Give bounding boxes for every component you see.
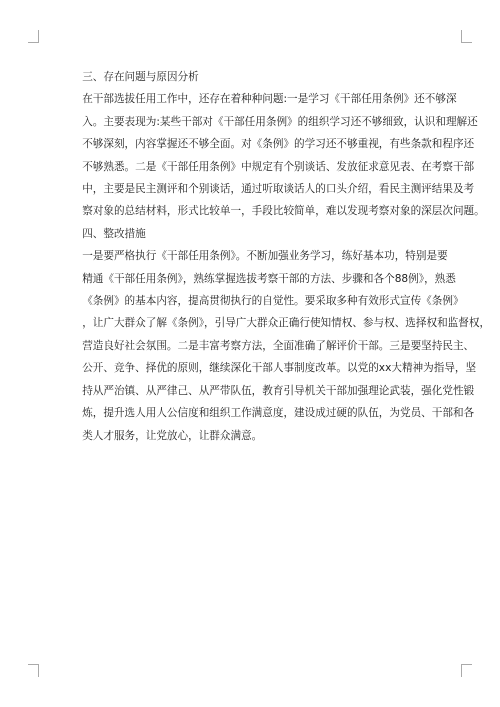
paragraph-line: 在干部选拔任用工作中，还存在着种种问题:一是学习《干部任用条例》还不够深 [82,93,457,106]
paragraph-line: 察对象的总结材料，形式比较单一，手段比较简单，难以发现考察对象的深层次问题。 [82,205,485,218]
page-corner-mark-top-right [461,30,472,43]
page-corner-mark-top-left [28,30,39,43]
paragraph-line: 一是要严格执行《干部任用条例》。不断加强业务学习，练好基本功，特别是要 [82,250,448,263]
paragraph-problems [61,88,485,222]
page-corner-mark-bottom-right [461,664,472,677]
paragraph-line: 公开、竞争、择优的原则，继续深化干部人事制度改革。以党的xx大精神为指导，坚 [82,362,477,375]
paragraph-line: 营造良好社会氛围。二是丰富考察方法，全面准确了解评价干部。三是要坚持民主、 [82,339,475,352]
paragraph-line: 类人才服务，让党放心，让群众满意。 [82,429,263,442]
paragraph-line: 《条例》的基本内容，提高贯彻执行的自觉性。要采取多种有效形式宣传《条例》 [82,295,464,308]
paragraph-line: 中，主要是民主测评和个别谈话，通过听取谈话人的口头介绍，看民主测评结果及考 [82,183,475,196]
paragraph-line: 炼，提升选人用人公信度和组织工作满意度，建设成过硬的队伍，为党员、干部和各 [82,407,475,420]
section-heading-problems: 三、存在问题与原因分析 [82,71,199,83]
paragraph-line: ，让广大群众了解《条例》，引导广大群众正确行使知情权、参与权、选择权和监督权， [82,317,491,330]
paragraph-line: 不够熟悉。二是《干部任用条例》中规定有个别谈话、发放征求意见表、在考察干部 [82,160,475,173]
page-corner-mark-bottom-left [28,664,39,677]
paragraph-line: 持从严治镇、从严律己、从严带队伍，教育引导机关干部加强理论武装，强化党性锻 [82,384,475,397]
paragraph-line: 精通《干部任用条例》，熟练掌握选拔考察干部的方法、步骤和各个88例》，熟悉 [82,272,456,285]
document-body [61,66,491,447]
section-heading-rectification: 四、整改措施 [82,227,146,240]
paragraph-line: 入。主要表现为:某些干部对《干部任用条例》的组织学习还不够细致，认识和理解还 [82,115,478,128]
paragraph-rectification [61,245,491,447]
paragraph-line: 不够深刻，内容掌握还不够全面。对《条例》的学习还不够重视，有些条款和程序还 [82,138,475,151]
